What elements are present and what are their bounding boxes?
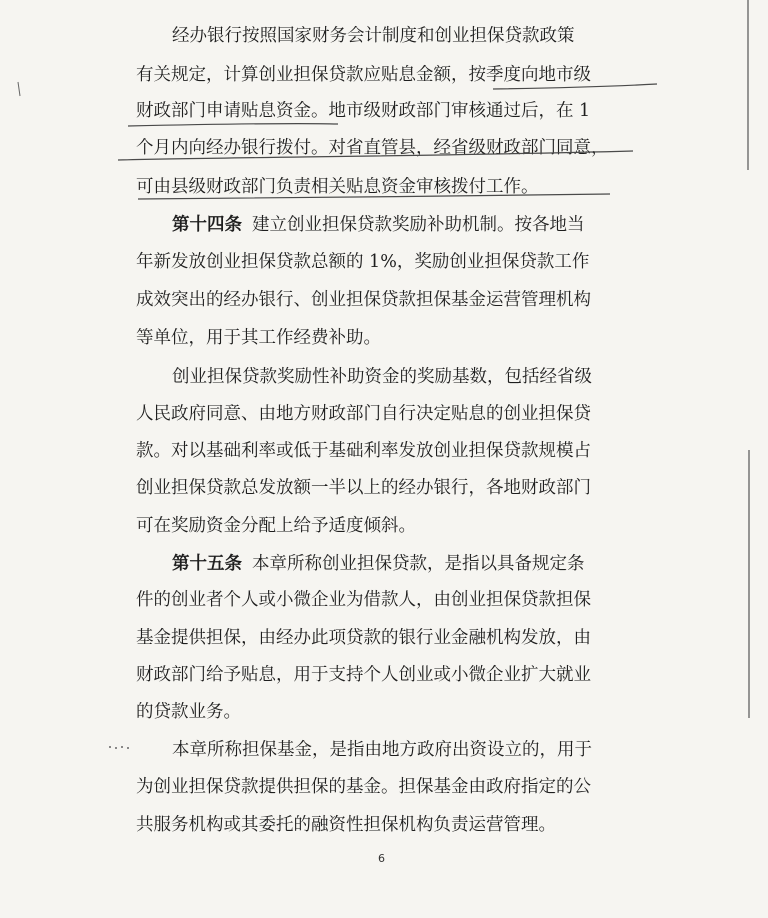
paragraph-3-line-2: 人民政府同意、由地方财政部门自行决定贴息的创业担保贷 [136,404,591,424]
left-margin-tick [18,82,20,96]
scan-dot [115,747,117,749]
paragraph-4-line-5: 的贷款业务。 [136,702,241,722]
handwritten-underline-4 [138,194,610,199]
paragraph-5-line-2: 为创业担保贷款提供担保的基金。担保基金由政府指定的公 [136,777,591,797]
scan-dot [127,747,129,749]
paragraph-1-line-3: 财政部门申请贴息资金。地市级财政部门审核通过后，在 1 [136,101,591,121]
paragraph-3-line-3: 款。对以基础利率或低于基础利率发放创业担保贷款规模占 [136,441,591,461]
paragraph-4-line-3: 基金提供担保，由经办此项贷款的银行业金融机构发放，由 [136,628,591,648]
paragraph-1-line-2: 有关规定，计算创业担保贷款应贴息金额，按季度向地市级 [136,65,591,85]
paragraph-1-line-5: 可由县级财政部门负责相关贴息资金审核拨付工作。 [136,177,539,197]
paragraph-5-line-3: 共服务机构或其委托的融资性担保机构负责运营管理。 [136,815,556,835]
scan-dot [109,746,111,748]
paragraph-1-line-4: 个月内向经办银行拨付。对省直管县，经省级财政部门同意， [136,138,609,158]
paragraph-5-line-1: 本章所称担保基金，是指由地方政府出资设立的，用于 [172,740,592,760]
article-15-heading: 第十五条 [172,554,242,574]
paragraph-1-line-1: 经办银行按照国家财务会计制度和创业担保贷款政策 [172,26,575,46]
handwritten-underline-2 [128,124,338,126]
paragraph-2-line-1-text: 建立创业担保贷款奖励补助机制。按各地当 [252,215,585,235]
paragraph-3-line-1: 创业担保贷款奖励性补助资金的奖励基数，包括经省级 [172,367,592,387]
paragraph-4-line-1-text: 本章所称创业担保贷款，是指以具备规定条 [252,554,585,574]
paragraph-2-line-2: 年新发放创业担保贷款总额的 1%，奖励创业担保贷款工作 [136,252,590,272]
article-14-heading: 第十四条 [172,215,242,235]
page-number: 6 [378,852,385,865]
paragraph-3-line-4: 创业担保贷款总发放额一半以上的经办银行，各地财政部门 [136,478,591,498]
scan-dot [121,746,123,748]
handwritten-underline-3 [118,151,633,160]
paragraph-2-line-4: 等单位，用于其工作经费补助。 [136,328,381,348]
paragraph-4-line-4: 财政部门给予贴息，用于支持个人创业或小微企业扩大就业 [136,665,591,685]
paragraph-2-line-3: 成效突出的经办银行、创业担保贷款担保基金运营管理机构 [136,290,591,310]
paragraph-4-line-2: 件的创业者个人或小微企业为借款人，由创业担保贷款担保 [136,590,591,610]
handwritten-underline-1 [493,84,657,89]
paragraph-3-line-5: 可在奖励资金分配上给予适度倾斜。 [136,516,416,536]
